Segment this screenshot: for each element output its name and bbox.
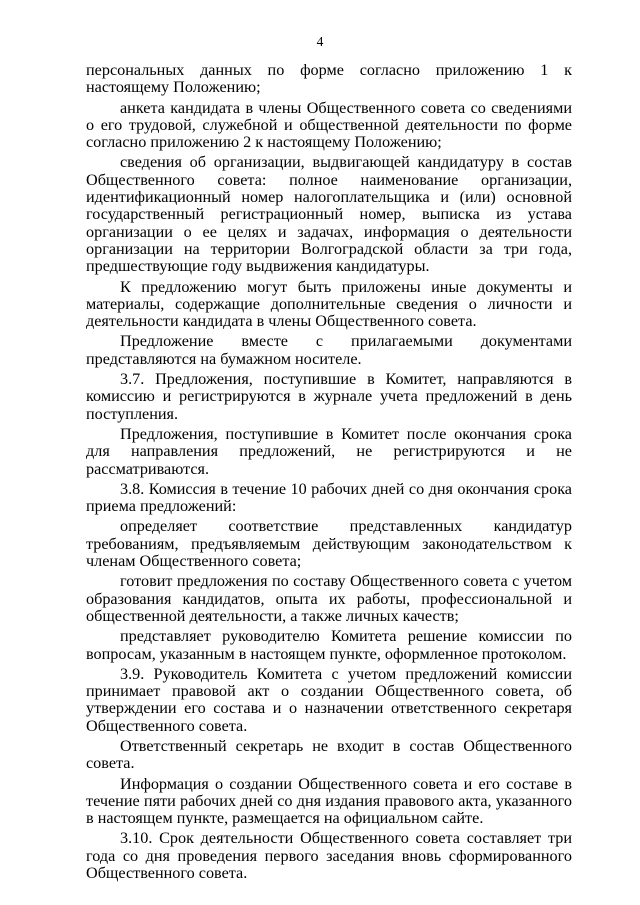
paragraph-personal-data-consent: персональных данных по форме согласно приложению 1 к настоящему Положению; <box>86 61 572 97</box>
paragraph-candidate-questionnaire: анкета кандидата в члены Общественного совета со сведениями о его трудовой, служебной и общественной деятельности по форме согласно приложению 2 к настоящему Положению; <box>86 98 572 152</box>
paragraph-organization-info: сведения об организации, выдвигающей кандидатуру в состав Общественного совета: полное наименование организации, идентификационный номер налогоплательщика и (или) основной государственный регистрационный номер, выписка из устава организации о ее целях и задачах, информация о деятельности организации на территории Волгоградской области за три года, предшествующие году выдвижения кандидатуры. <box>86 153 572 276</box>
paragraph-late-proposals: Предложения, поступившие в Комитет после окончания срока для направления предложений, не регистрируются и не рассматриваются. <box>86 424 572 478</box>
paragraph-clause-3-10: 3.10. Срок деятельности Общественного совета составляет три года со дня проведения первого заседания вновь сформированного Общественного совета. <box>86 829 572 883</box>
paragraph-secretary-not-member: Ответственный секретарь не входит в состав Общественного совета. <box>86 736 572 773</box>
page-number: 4 <box>316 34 324 49</box>
paragraph-additional-documents: К предложению могут быть приложены иные документы и материалы, содержащие дополнительные сведения о личности и деятельности кандидата в члены Общественного совета. <box>86 277 572 331</box>
paragraph-paper-submission: Предложение вместе с прилагаемыми документами представляются на бумажном носителе. <box>86 332 572 368</box>
paragraph-clause-3-8: 3.8. Комиссия в течение 10 рабочих дней со дня окончания срока приема предложений: <box>86 479 572 516</box>
paragraph-determines-compliance: определяет соответствие представленных кандидатур требованиям, предъявляемым действующим законодательством к членам Общественного совета; <box>86 517 572 571</box>
paragraph-publication-info: Информация о создании Общественного совета и его составе в течение пяти рабочих дней со дня издания правового акта, указанного в настоящем пункте, размещается на официальном сайте. <box>86 774 572 828</box>
paragraph-submits-decision: представляет руководителю Комитета решение комиссии по вопросам, указанным в настоящем пункте, оформленное протоколом. <box>86 627 572 663</box>
paragraph-prepares-proposals: готовит предложения по составу Общественного совета с учетом образования кандидатов, опыта их работы, профессиональной и общественной деятельности, а также личных качеств; <box>86 572 572 625</box>
paragraph-clause-3-7: 3.7. Предложения, поступившие в Комитет, направляются в комиссию и регистрируются в журнале учета предложений в день поступления. <box>86 370 572 423</box>
document-body <box>86 62 572 885</box>
paragraph-clause-3-9: 3.9. Руководитель Комитета с учетом предложений комиссии принимает правовой акт о создании Общественного совета, об утверждении его состава и о назначении ответственного секретаря Общественного совета. <box>86 664 572 735</box>
